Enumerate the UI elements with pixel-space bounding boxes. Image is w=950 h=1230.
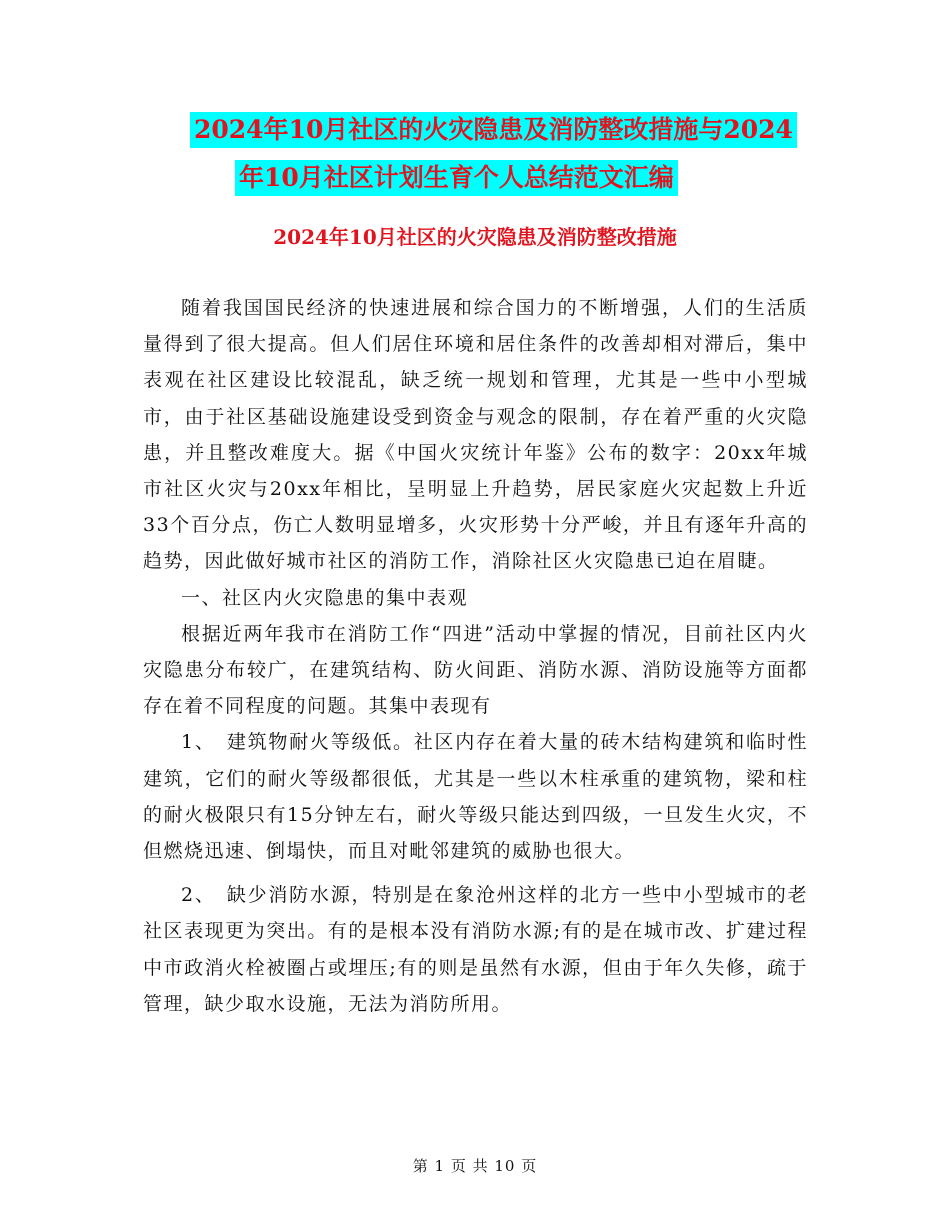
list-item: 1、 建筑物耐火等级低。社区内存在着大量的砖木结构建筑和临时性建筑，它们的耐火等级都很低，尤其是一些以木柱承重的建筑物，梁和柱的耐火极限只有15分钟左右，耐火等级只能达到四级，一旦发生火灾，不但燃烧迅速、倒塌快，而且对毗邻建筑的威胁也很大。 — [143, 731, 808, 863]
document-body — [143, 290, 808, 1022]
document-title — [190, 112, 810, 196]
title-line-1: 2024年10月社区的火灾隐患及消防整改措施与2024 — [190, 112, 797, 148]
section-heading: 一、社区内火灾隐患的集中表观 — [181, 586, 469, 609]
section-title: 2024年10月社区的火灾隐患及消防整改措施 — [273, 225, 677, 249]
page-footer: 第 1 页 共 10 页 — [412, 1157, 538, 1175]
paragraph: 根据近两年我市在消防工作“四进”活动中掌握的情况，目前社区内火灾隐患分布较广，在建筑结构、防火间距、消防水源、消防设施等方面都存在着不同程度的问题。其集中表现有 — [143, 622, 808, 718]
list-item: 2、 缺少消防水源，特别是在象沧州这样的北方一些中小型城市的老社区表现更为突出。有的是根本没有消防水源;有的是在城市改、扩建过程中市政消火栓被圈占或埋压;有的则是虽然有水源，但由于年久失修，疏于管理，缺少取水设施，无法为消防所用。 — [143, 884, 808, 1015]
paragraph: 随着我国国民经济的快速进展和综合国力的不断增强，人们的生活质量得到了很大提高。但人们居住环境和居住条件的改善却相对滞后，集中表观在社区建设比较混乱，缺乏统一规划和管理，尤其是一些中小型城市，由于社区基础设施建设受到资金与观念的限制，存在着严重的火灾隐患，并且整改难度大。据《中国火灾统计年鉴》公布的数字：20xx年城市社区火灾与20xx年相比，呈明显上升趋势，居民家庭火灾起数上升近33个百分点，伤亡人数明显增多，火灾形势十分严峻，并且有逐年升高的趋势，因此做好城市社区的消防工作，消除社区火灾隐患已迫在眉睫。 — [143, 297, 808, 573]
title-line-2: 年10月社区计划生育个人总结范文汇编 — [235, 160, 678, 196]
